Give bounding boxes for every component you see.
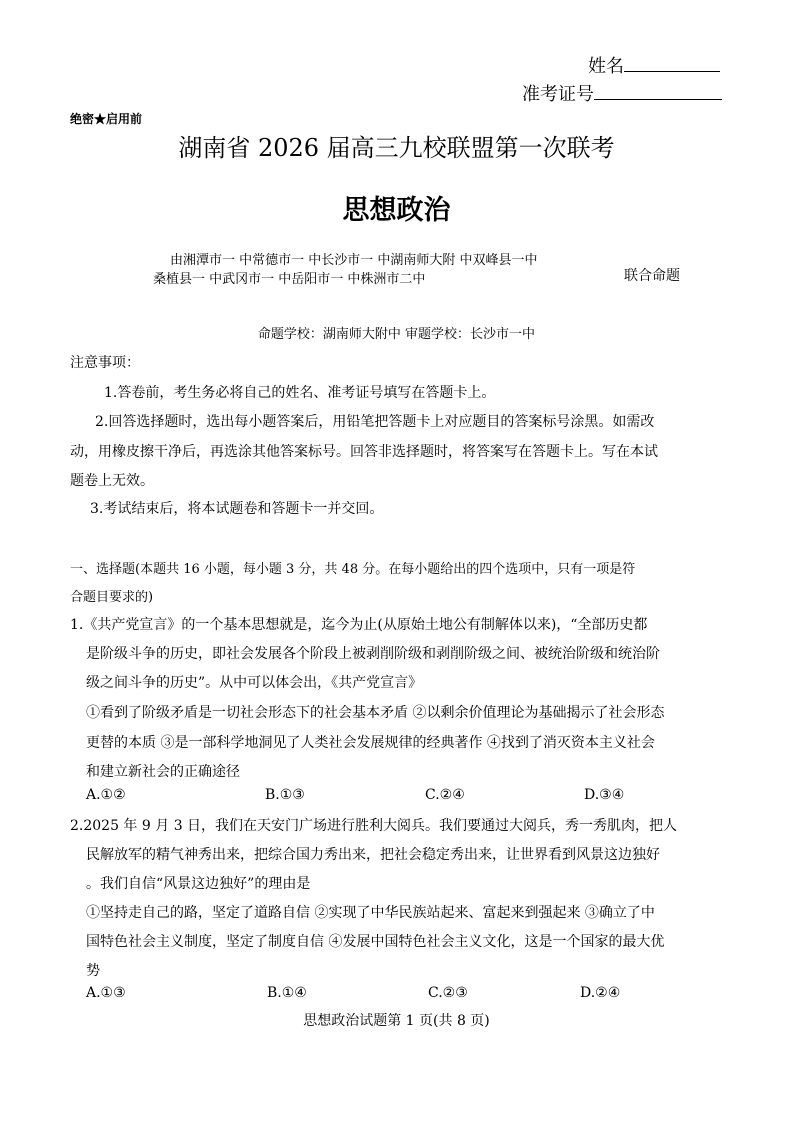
q2-statement-line-3: 势	[86, 963, 100, 979]
subject-title: 思想政治	[342, 195, 451, 226]
q2-stem-line-1: 2.2025 年 9 月 3 日，我们在天安门广场进行胜利大阅兵。我们要通过大阅兵，秀一秀肌肉，把人	[70, 818, 678, 834]
q1-stem-line-3: 级之间斗争的历史”。从中可以体会出，《共产党宣言》	[86, 675, 423, 691]
name-blank	[624, 55, 720, 72]
q1-stem-line-2: 是阶级斗争的历史，即社会发展各个阶段上被剥削阶级和剥削阶级之间、被统治阶级和统治阶	[86, 646, 660, 662]
section-heading-line-2: 合题目要求的)	[70, 590, 154, 605]
q1-option-c: C.②④	[425, 787, 465, 803]
note-2-line-2: 动，用橡皮擦干净后，再选涂其他答案标号。回答非选择题时，将答案写在答题卡上。写在本试	[70, 444, 658, 460]
q2-option-b: B.①④	[267, 985, 307, 1001]
name-field	[588, 52, 720, 78]
exam-id-field	[522, 80, 722, 106]
q2-option-c: C.②③	[428, 985, 468, 1001]
q1-statement-line-1: ①看到了阶级矛盾是一切社会形态下的社会基本矛盾 ②以剩余价值理论为基础揭示了社会形态	[86, 705, 665, 721]
q1-statement-line-2: 更替的本质 ③是一部科学地洞见了人类社会发展规律的经典著作 ④找到了消灭资本主义社会	[86, 735, 655, 751]
name-label: 姓名	[588, 56, 624, 77]
joint-proposition: 联合命题	[624, 268, 680, 284]
schools-line-2: 桑植县一 中武冈市一 中岳阳市一 中株洲市二中	[153, 272, 426, 287]
schools-line-1: 由湘潭市一 中常德市一 中长沙市一 中湖南师大附 中双峰县一中	[170, 253, 538, 268]
q2-option-d: D.②④	[580, 985, 621, 1001]
q1-statement-line-3: 和建立新社会的正确途径	[86, 764, 240, 780]
credits: 命题学校：湖南师大附中 审题学校：长沙市一中	[257, 327, 536, 342]
q2-statement-line-1: ①坚持走自己的路，坚定了道路自信 ②实现了中华民族站起来、富起来到强起来 ③确立了中	[86, 905, 655, 921]
exam-title: 湖南省 2026 届高三九校联盟第一次联考	[178, 134, 615, 162]
q2-stem-line-2: 民解放军的精气神秀出来，把综合国力秀出来，把社会稳定秀出来，让世界看到风景这边独好	[86, 847, 660, 863]
q1-stem-line-1: 1.《共产党宣言》的一个基本思想就是，迄今为止(从原始土地公有制解体以来)，“全部历史都	[70, 617, 648, 633]
note-2-line-3: 题卷上无效。	[70, 473, 154, 489]
q1-option-a: A.①②	[86, 787, 126, 803]
exam-id-label: 准考证号	[522, 84, 594, 105]
note-1: 1.答卷前，考生务必将自己的姓名、准考证号填写在答题卡上。	[104, 385, 496, 401]
secret-mark: 绝密★启用前	[70, 112, 143, 126]
note-3: 3.考试结束后，将本试题卷和答题卡一并交回。	[90, 501, 384, 517]
q2-option-a: A.①③	[86, 985, 126, 1001]
q2-statement-line-2: 国特色社会主义制度，坚定了制度自信 ④发展中国特色社会主义文化，这是一个国家的最大优	[86, 934, 665, 950]
section-heading-line-1: 一、选择题(本题共 16 小题，每小题 3 分，共 48 分。在每小题给出的四个选项中，只有一项是符	[70, 562, 636, 577]
page-footer: 思想政治试题第 1 页(共 8 页)	[303, 1013, 490, 1029]
q2-stem-line-3: 。我们自信“风景这边独好”的理由是	[86, 876, 311, 892]
q1-option-d: D.③④	[584, 787, 625, 803]
q1-option-b: B.①③	[265, 787, 305, 803]
exam-id-blank	[594, 83, 722, 100]
notes-heading: 注意事项：	[70, 355, 140, 371]
note-2-line-1: 2.回答选择题时，选出每小题答案后，用铅笔把答题卡上对应题目的答案标号涂黑。如需改	[95, 414, 655, 430]
